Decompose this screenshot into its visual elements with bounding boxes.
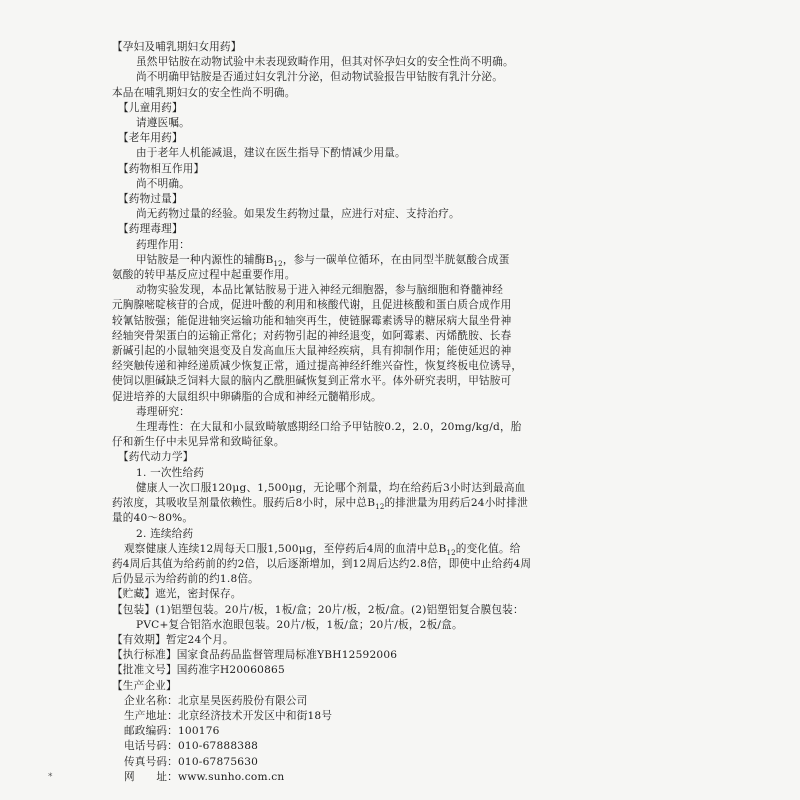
validity-line: 【有效期】暂定24个月。: [112, 633, 234, 646]
manufacturer-row-address: 生产地址：北京经济技术开发区中和街18号: [124, 709, 333, 722]
paragraph-line: 健康人一次口服120μg、1,500μg，无论哪个剂量，均在给药后3小时达到最高血: [136, 481, 526, 494]
paragraph-line: 虽然甲钴胺在动物试验中未表现致畸作用，但其对怀孕妇女的安全性尚不明确。: [136, 56, 514, 69]
paragraph-line: 药浓度，其吸收呈剂量依赖性。服药后8小时，尿中总$B_{12}$的排泄量为用药后24小时排泄: [112, 497, 528, 512]
approval-line: 【批准文号】国药准字H20060865: [112, 664, 285, 677]
subheading-toxicology: 毒理研究：: [136, 405, 190, 418]
paragraph-line: 后仍显示为给药前的约1.8倍。: [112, 573, 259, 586]
subheading-single-dose: 1. 一次性给药: [136, 466, 205, 479]
paragraph-line: 经轴突骨架蛋白的运输正常化；对药物引起的神经退变，如阿霉素、丙烯酰胺、长春: [112, 329, 512, 342]
paragraph-line: 甲钴胺是一种内源性的辅酶$B_{12}$，参与一碳单位循环，在由同型半胱氨酸合成蛋: [136, 253, 510, 268]
paragraph-line: 动物实验发现，本品比氰钴胺易于进入神经元细胞器，参与脑细胞和脊髓神经: [136, 284, 503, 297]
section-heading-interactions: 【药物相互作用】: [118, 162, 205, 175]
section-heading-pregnancy: 【孕妇及哺乳期妇女用药】: [112, 41, 242, 53]
paragraph-line: 尚不明确甲钴胺是否通过妇女乳汁分泌，但动物试验报告甲钴胺有乳汁分泌。: [136, 71, 503, 84]
paragraph-line: 量的40～80%。: [112, 512, 194, 525]
paragraph-line: 由于老年人机能减退，建议在医生指导下酌情减少用量。: [136, 147, 406, 160]
paragraph-line: 使饲以胆碱缺乏饲料大鼠的脑内乙酰胆碱恢复到正常水平。体外研究表明，甲钴胺可: [112, 375, 512, 388]
subheading-pharmacological-action: 药理作用：: [136, 238, 190, 251]
section-heading-pharmacokinetics: 【药代动力学】: [118, 451, 194, 464]
subscript: 12: [375, 503, 385, 512]
paragraph-line: 仔和新生仔中未见异常和致畸征象。: [112, 436, 285, 449]
section-heading-packaging: 【包装】: [112, 603, 156, 616]
packaging-line: 【包装】(1)铝塑包装。20片/板，1板/盒；20片/板，2板/盒。(2)铝塑铝复合膜包装：: [112, 603, 524, 616]
document-body: [112, 40, 692, 785]
paragraph-line: 观察健康人连续12周每天口服1,500μg，至停药后4周的血清中总$B_{12}$的变化值。给: [124, 542, 521, 557]
manufacturer-row-postcode: 邮政编码：100176: [124, 725, 220, 738]
subheading-continuous-dose: 2. 连续给药: [136, 527, 194, 540]
section-heading-elderly: 【老年用药】: [118, 132, 183, 145]
section-heading-storage: 【贮藏】: [112, 588, 156, 601]
paragraph-line: 新碱引起的小鼠轴突退变及自发高血压大鼠神经疾病，具有抑制作用；能使延迟的神: [112, 345, 512, 358]
stray-mark: *: [48, 772, 53, 782]
section-heading-overdose: 【药物过量】: [118, 193, 183, 206]
standard-line: 【执行标准】国家食品药品监督管理局标准YBH12592006: [112, 649, 398, 662]
paragraph-line: PVC+复合铝箔水泡眼包装。20片/板，1板/盒；20片/板，2板/盒。: [136, 618, 463, 631]
paragraph-line: 生理毒性：在大鼠和小鼠致畸敏感期经口给予甲钴胺0.2，2.0，20mg/kg/d，胎: [136, 421, 522, 434]
section-heading-pharmacology: 【药理毒理】: [118, 223, 183, 236]
paragraph-line: 经突触传递和神经递质减少恢复正常，通过提高神经纤维兴奋性，恢复终板电位诱导，: [112, 360, 523, 373]
paragraph-line: 促进培养的大鼠组织中卵磷脂的合成和神经元髓鞘形成。: [112, 390, 382, 403]
paragraph-line: 尚无药物过量的经验。如果发生药物过量，应进行对症、支持治疗。: [136, 208, 460, 221]
section-heading-approval: 【批准文号】: [112, 664, 177, 677]
paragraph-line: 较氰钴胺强；能促进轴突运输功能和轴突再生，使链脲霉素诱导的糖尿病大鼠坐骨神: [112, 314, 512, 327]
paragraph-line: 尚不明确。: [136, 177, 190, 190]
manufacturer-row-fax: 传真号码：010-67875630: [124, 755, 259, 768]
manufacturer-row-company: 企业名称：北京星昊医药股份有限公司: [124, 694, 308, 707]
paragraph-line: 氨酸的转甲基反应过程中起重要作用。: [112, 269, 296, 282]
paragraph-line: 本品在哺乳期妇女的安全性尚不明确。: [112, 86, 296, 99]
section-heading-manufacturer: 【生产企业】: [112, 679, 177, 692]
paragraph-line: 请遵医嘱。: [136, 117, 190, 130]
section-heading-children: 【儿童用药】: [118, 101, 183, 114]
section-heading-standard: 【执行标准】: [112, 649, 177, 662]
subscript: 12: [273, 259, 283, 268]
paragraph-line: 药4周后其值为给药前的约2倍，以后逐渐增加，到12周后达约2.8倍，即使中止给药4周: [112, 557, 532, 570]
storage-line: 【贮藏】遮光，密封保存。: [112, 588, 242, 601]
manufacturer-row-website: 网 址：www.sunho.com.cn: [124, 770, 285, 783]
paragraph-line: 元胸腺嘧啶核苷的合成，促进叶酸的利用和核酸代谢，且促进核酸和蛋白质合成作用: [112, 299, 512, 312]
section-heading-validity: 【有效期】: [112, 633, 166, 646]
subscript: 12: [446, 548, 456, 557]
manufacturer-row-phone: 电话号码：010-67888388: [124, 740, 259, 753]
